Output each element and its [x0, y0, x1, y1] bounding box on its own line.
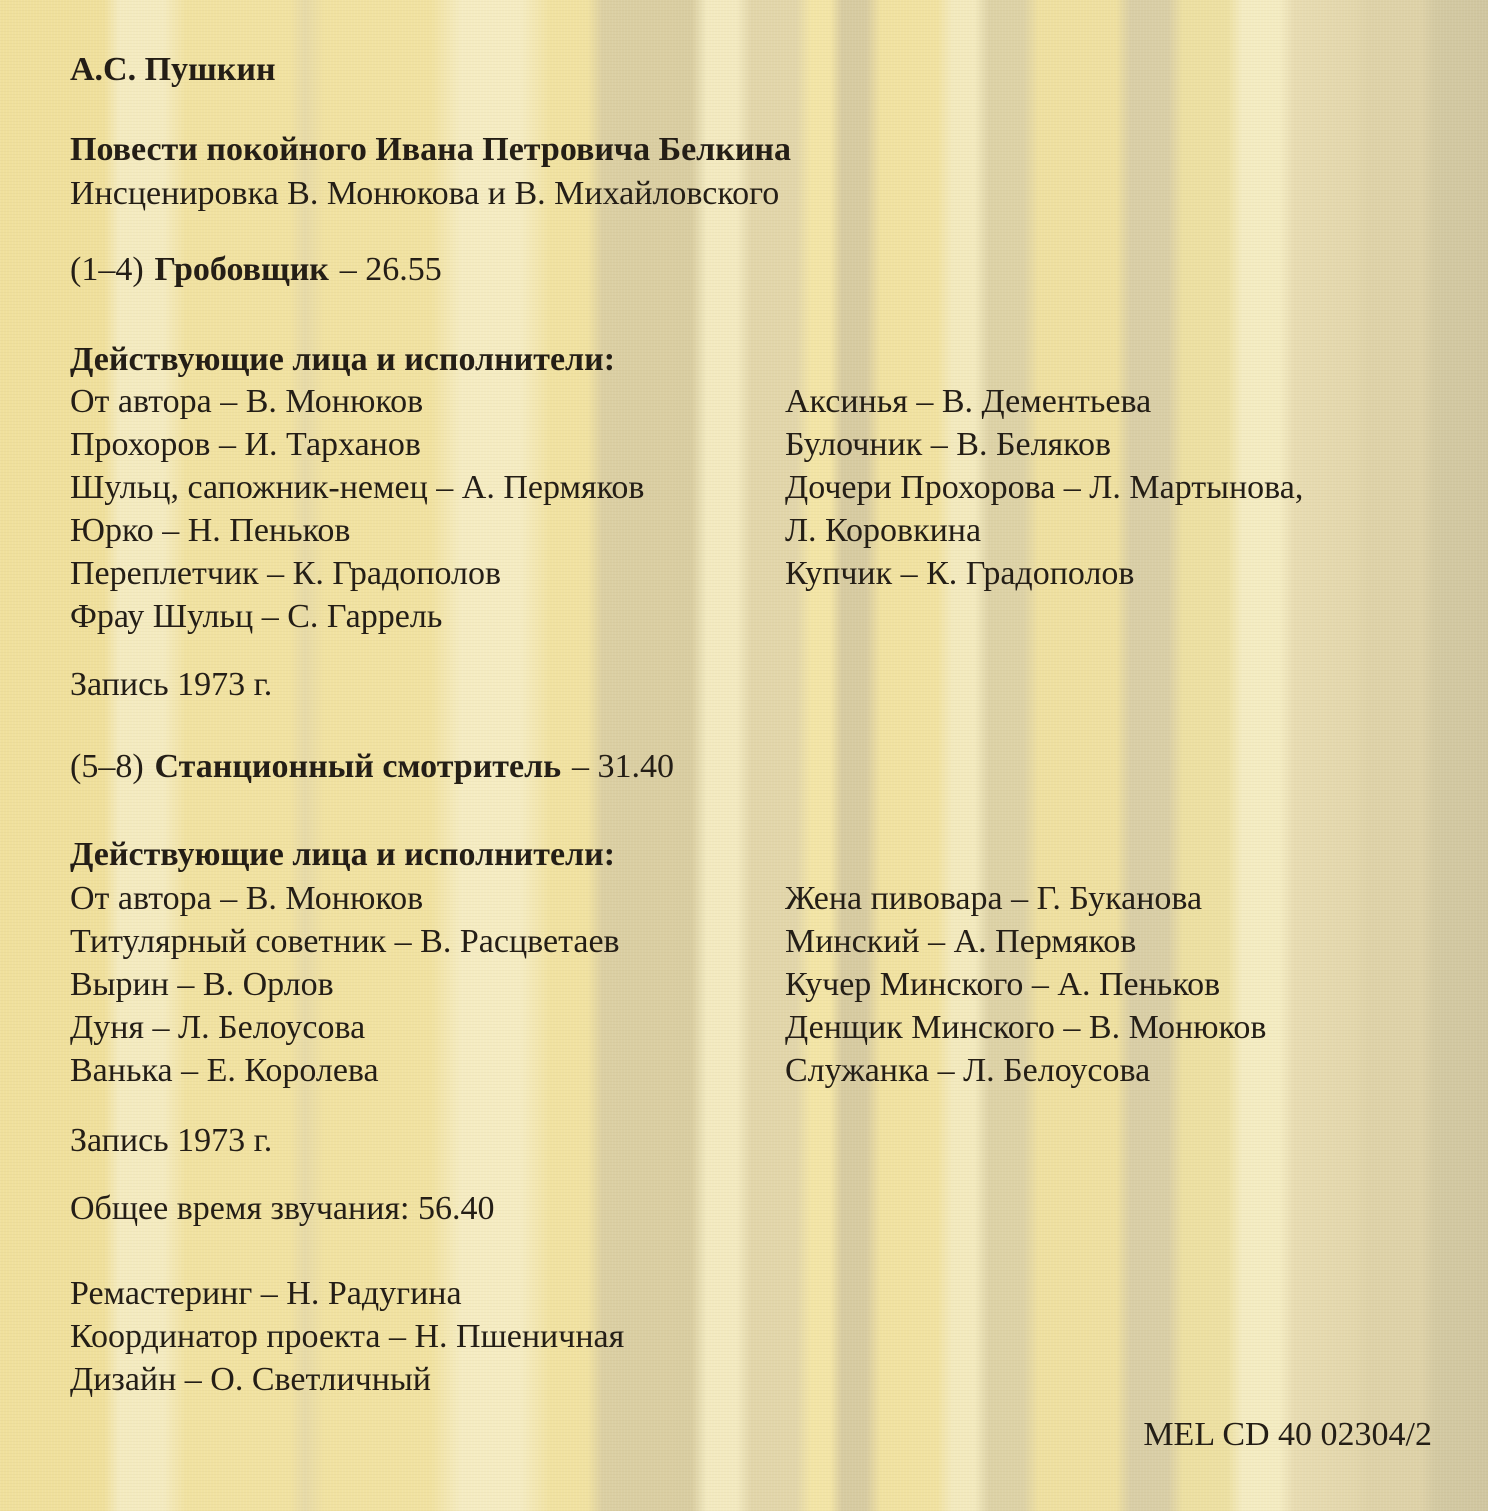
credits-block [70, 1272, 624, 1401]
cast-row: Жена пивовара – Г. Буканова [785, 880, 1203, 917]
cast-row: Фрау Шульц – С. Гаррель [70, 598, 443, 635]
cast-heading-2: Действующие лица и исполнители: [70, 836, 616, 873]
recording-note-1: Запись 1973 г. [70, 666, 273, 703]
cast-row: Денщик Минского – В. Монюков [785, 1009, 1267, 1046]
total-time-line: Общее время звучания: 56.40 [70, 1190, 495, 1227]
track-group-1 [70, 248, 442, 291]
credit-line: Координатор проекта – Н. Пшеничная [70, 1318, 625, 1355]
recording-note-2: Запись 1973 г. [70, 1122, 273, 1159]
cast-row: Булочник – В. Беляков [785, 426, 1112, 463]
cast-list-1-left [70, 380, 644, 638]
cast-row: Аксинья – В. Дементьева [785, 383, 1152, 420]
story-title-1: Гробовщик [154, 251, 329, 288]
credit-line: Дизайн – О. Светличный [70, 1361, 431, 1398]
cast-row: Юрко – Н. Пеньков [70, 512, 351, 549]
cast-row: Кучер Минского – А. Пеньков [785, 966, 1221, 1003]
cast-row: Купчик – К. Градополов [785, 555, 1135, 592]
track-numbers-2: (5–8) [70, 748, 144, 785]
story-title-2: Станционный смотритель [154, 748, 562, 785]
cast-row: Прохоров – И. Тарханов [70, 426, 421, 463]
cast-row: Переплетчик – К. Градополов [70, 555, 502, 592]
track-numbers-1: (1–4) [70, 251, 144, 288]
cast-list-1-right [785, 380, 1303, 595]
cast-row: Минский – А. Пермяков [785, 923, 1137, 960]
cast-row: Вырин – В. Орлов [70, 966, 334, 1003]
catalog-number: MEL CD 40 02304/2 [1143, 1416, 1432, 1453]
album-title: Повести покойного Ивана Петровича Белкина [70, 131, 792, 168]
cast-row: Дуня – Л. Белоусова [70, 1009, 366, 1046]
author-line: А.С. Пушкин [70, 51, 276, 88]
credit-line: Ремастеринг – Н. Радугина [70, 1275, 462, 1312]
cast-row: От автора – В. Монюков [70, 383, 424, 420]
cast-row: Служанка – Л. Белоусова [785, 1052, 1151, 1089]
cast-row: Титулярный советник – В. Расцветаев [70, 923, 620, 960]
duration-1: – 26.55 [339, 251, 442, 288]
cast-row: Дочери Прохорова – Л. Мартынова, [785, 469, 1304, 506]
duration-2: – 31.40 [572, 748, 675, 785]
cast-list-2-right [785, 877, 1266, 1092]
cast-row: Ванька – Е. Королева [70, 1052, 379, 1089]
track-group-2 [70, 745, 674, 788]
cast-heading-1: Действующие лица и исполнители: [70, 341, 616, 378]
cast-row: От автора – В. Монюков [70, 880, 424, 917]
dramatization-credit: Инсценировка В. Монюкова и В. Михайловского [70, 175, 780, 212]
cast-list-2-left [70, 877, 620, 1092]
cast-row: Шульц, сапожник-немец – А. Пермяков [70, 469, 645, 506]
cast-row: Л. Коровкина [785, 512, 982, 549]
